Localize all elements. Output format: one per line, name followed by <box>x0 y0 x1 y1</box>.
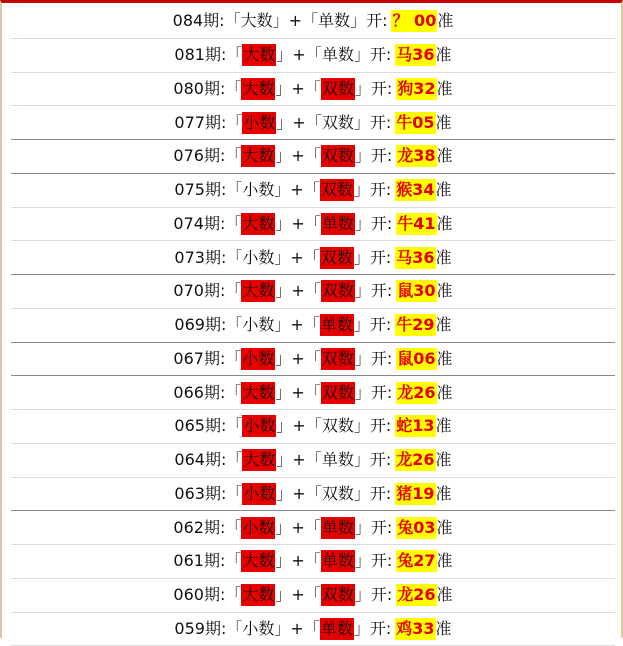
bracket-close: 」 <box>354 179 370 201</box>
result-suffix: 准 <box>437 517 453 539</box>
result-row <box>11 208 615 242</box>
result-value: 马36 <box>395 44 435 66</box>
plus-sign: + <box>291 280 304 302</box>
bracket-open: 「 <box>226 618 242 640</box>
bracket-open: 「 <box>305 584 321 606</box>
result-value: ？ 00 <box>391 10 437 32</box>
period-label: 070期: <box>173 280 225 302</box>
result-row <box>11 410 615 444</box>
results-list <box>11 5 615 646</box>
open-label: 开: <box>370 618 391 640</box>
bracket-close: 」 <box>276 449 292 471</box>
bracket-close: 」 <box>354 44 370 66</box>
size-tag: 大数 <box>241 10 273 32</box>
bracket-close: 」 <box>276 415 292 437</box>
open-label: 开: <box>371 213 392 235</box>
plus-sign: + <box>291 145 304 167</box>
size-tag: 大数 <box>242 44 276 66</box>
period-label: 059期: <box>174 618 226 640</box>
open-label: 开: <box>371 280 392 302</box>
bracket-open: 「 <box>306 44 322 66</box>
size-tag: 小数 <box>242 483 276 505</box>
bracket-open: 「 <box>225 348 241 370</box>
plus-sign: + <box>291 550 304 572</box>
bracket-open: 「 <box>225 78 241 100</box>
plus-sign: + <box>292 449 305 471</box>
result-suffix: 准 <box>436 179 452 201</box>
open-label: 开: <box>370 449 391 471</box>
size-tag: 大数 <box>241 550 275 572</box>
bracket-close: 」 <box>354 483 370 505</box>
bracket-open: 「 <box>305 348 321 370</box>
result-suffix: 准 <box>436 483 452 505</box>
open-label: 开: <box>370 314 391 336</box>
result-value: 牛29 <box>395 314 435 336</box>
result-value: 龙26 <box>396 382 436 404</box>
result-value: 鸡33 <box>395 618 435 640</box>
result-row <box>11 5 615 39</box>
size-tag: 小数 <box>242 618 274 640</box>
bracket-close: 」 <box>355 348 371 370</box>
result-suffix: 准 <box>436 314 452 336</box>
result-suffix: 准 <box>437 584 453 606</box>
bracket-close: 」 <box>354 314 370 336</box>
bracket-close: 」 <box>276 112 292 134</box>
open-label: 开: <box>371 78 392 100</box>
result-row <box>11 39 615 73</box>
period-label: 075期: <box>174 179 226 201</box>
result-suffix: 准 <box>437 10 453 32</box>
bracket-open: 「 <box>226 179 242 201</box>
open-label: 开: <box>370 44 391 66</box>
plus-sign: + <box>292 483 305 505</box>
parity-tag: 单数 <box>320 314 354 336</box>
result-row <box>11 106 615 140</box>
result-row <box>11 241 615 275</box>
bracket-close: 」 <box>275 382 291 404</box>
bracket-open: 「 <box>306 449 322 471</box>
result-row <box>11 545 615 579</box>
period-label: 066期: <box>173 382 225 404</box>
result-value: 狗32 <box>396 78 436 100</box>
bracket-close: 」 <box>274 618 290 640</box>
bracket-close: 」 <box>355 213 371 235</box>
result-suffix: 准 <box>437 550 453 572</box>
period-label: 081期: <box>174 44 226 66</box>
bracket-open: 「 <box>302 10 318 32</box>
bracket-close: 」 <box>275 213 291 235</box>
bracket-open: 「 <box>305 382 321 404</box>
parity-tag: 双数 <box>320 247 354 269</box>
size-tag: 大数 <box>241 213 275 235</box>
size-tag: 小数 <box>242 314 274 336</box>
period-label: 067期: <box>173 348 225 370</box>
bracket-open: 「 <box>306 112 322 134</box>
bracket-close: 」 <box>354 449 370 471</box>
bracket-open: 「 <box>304 247 320 269</box>
size-tag: 小数 <box>241 517 275 539</box>
parity-tag: 双数 <box>321 382 355 404</box>
parity-tag: 双数 <box>322 415 354 437</box>
result-value: 兔27 <box>396 550 436 572</box>
result-suffix: 准 <box>437 145 453 167</box>
plus-sign: + <box>291 213 304 235</box>
size-tag: 小数 <box>242 247 274 269</box>
bracket-open: 「 <box>225 10 241 32</box>
size-tag: 小数 <box>242 415 276 437</box>
bracket-open: 「 <box>304 179 320 201</box>
bracket-close: 」 <box>355 517 371 539</box>
plus-sign: + <box>291 78 304 100</box>
open-label: 开: <box>370 112 391 134</box>
result-row <box>11 444 615 478</box>
open-label: 开: <box>370 483 391 505</box>
open-label: 开: <box>370 179 391 201</box>
bracket-close: 」 <box>355 584 371 606</box>
result-row <box>11 343 615 377</box>
plus-sign: + <box>291 584 304 606</box>
bracket-open: 「 <box>226 247 242 269</box>
bracket-open: 「 <box>225 550 241 572</box>
plus-sign: + <box>292 415 305 437</box>
period-label: 062期: <box>173 517 225 539</box>
result-suffix: 准 <box>437 348 453 370</box>
open-label: 开: <box>371 382 392 404</box>
bracket-close: 」 <box>274 314 290 336</box>
parity-tag: 双数 <box>321 348 355 370</box>
parity-tag: 单数 <box>322 449 354 471</box>
result-value: 鼠30 <box>396 280 436 302</box>
bracket-close: 」 <box>355 280 371 302</box>
bracket-close: 」 <box>276 483 292 505</box>
bracket-open: 「 <box>225 584 241 606</box>
result-value: 龙38 <box>396 145 436 167</box>
bracket-open: 「 <box>306 415 322 437</box>
result-value: 牛41 <box>396 213 436 235</box>
result-value: 猴34 <box>395 179 435 201</box>
result-suffix: 准 <box>436 44 452 66</box>
size-tag: 大数 <box>241 78 275 100</box>
bracket-open: 「 <box>225 280 241 302</box>
bracket-close: 」 <box>350 10 366 32</box>
bracket-close: 」 <box>355 550 371 572</box>
result-row <box>11 309 615 343</box>
result-value: 猪19 <box>395 483 435 505</box>
result-row <box>11 275 615 309</box>
result-value: 牛05 <box>395 112 435 134</box>
size-tag: 大数 <box>241 145 275 167</box>
bracket-close: 」 <box>275 550 291 572</box>
size-tag: 小数 <box>242 179 274 201</box>
result-suffix: 准 <box>437 78 453 100</box>
parity-tag: 双数 <box>320 179 354 201</box>
open-label: 开: <box>370 415 391 437</box>
bracket-close: 」 <box>275 280 291 302</box>
parity-tag: 单数 <box>321 550 355 572</box>
bracket-open: 「 <box>226 483 242 505</box>
result-suffix: 准 <box>436 449 452 471</box>
result-value: 龙26 <box>395 449 435 471</box>
parity-tag: 双数 <box>322 112 354 134</box>
open-label: 开: <box>371 584 392 606</box>
result-row <box>11 613 615 646</box>
bracket-close: 」 <box>275 145 291 167</box>
period-label: 084期: <box>173 10 225 32</box>
open-label: 开: <box>366 10 387 32</box>
bracket-open: 「 <box>304 314 320 336</box>
result-value: 兔03 <box>396 517 436 539</box>
result-value: 鼠06 <box>396 348 436 370</box>
bracket-close: 」 <box>355 78 371 100</box>
result-value: 龙26 <box>396 584 436 606</box>
bracket-open: 「 <box>305 280 321 302</box>
period-label: 064期: <box>174 449 226 471</box>
bracket-open: 「 <box>226 112 242 134</box>
parity-tag: 双数 <box>321 145 355 167</box>
plus-sign: + <box>289 10 302 32</box>
size-tag: 大数 <box>241 280 275 302</box>
period-label: 077期: <box>174 112 226 134</box>
bracket-open: 「 <box>226 314 242 336</box>
result-suffix: 准 <box>436 112 452 134</box>
open-label: 开: <box>371 550 392 572</box>
bracket-open: 「 <box>305 145 321 167</box>
bracket-open: 「 <box>226 415 242 437</box>
result-row <box>11 73 615 107</box>
bracket-open: 「 <box>305 78 321 100</box>
bracket-close: 」 <box>354 618 370 640</box>
bracket-open: 「 <box>225 145 241 167</box>
bracket-close: 」 <box>354 247 370 269</box>
plus-sign: + <box>292 44 305 66</box>
plus-sign: + <box>290 179 303 201</box>
result-row <box>11 579 615 613</box>
result-row <box>11 478 615 512</box>
bracket-close: 」 <box>273 10 289 32</box>
period-label: 074期: <box>173 213 225 235</box>
period-label: 069期: <box>174 314 226 336</box>
period-label: 073期: <box>174 247 226 269</box>
bracket-close: 」 <box>275 348 291 370</box>
bracket-close: 」 <box>275 584 291 606</box>
parity-tag: 单数 <box>320 618 354 640</box>
plus-sign: + <box>291 382 304 404</box>
parity-tag: 单数 <box>318 10 350 32</box>
bracket-close: 」 <box>276 44 292 66</box>
plus-sign: + <box>290 314 303 336</box>
size-tag: 小数 <box>241 348 275 370</box>
bracket-open: 「 <box>225 213 241 235</box>
result-suffix: 准 <box>437 382 453 404</box>
bracket-open: 「 <box>304 618 320 640</box>
plus-sign: + <box>291 517 304 539</box>
bracket-close: 」 <box>355 145 371 167</box>
bracket-open: 「 <box>225 382 241 404</box>
bracket-open: 「 <box>305 213 321 235</box>
open-label: 开: <box>371 517 392 539</box>
parity-tag: 双数 <box>321 78 355 100</box>
plus-sign: + <box>290 247 303 269</box>
bracket-close: 」 <box>275 517 291 539</box>
period-label: 065期: <box>174 415 226 437</box>
bracket-open: 「 <box>226 449 242 471</box>
open-label: 开: <box>371 348 392 370</box>
parity-tag: 单数 <box>322 44 354 66</box>
open-label: 开: <box>371 145 392 167</box>
period-label: 080期: <box>173 78 225 100</box>
bracket-close: 」 <box>275 78 291 100</box>
parity-tag: 双数 <box>322 483 354 505</box>
bracket-close: 」 <box>274 179 290 201</box>
period-label: 061期: <box>173 550 225 572</box>
size-tag: 大数 <box>241 584 275 606</box>
parity-tag: 单数 <box>321 517 355 539</box>
bracket-open: 「 <box>226 44 242 66</box>
bracket-open: 「 <box>305 550 321 572</box>
result-suffix: 准 <box>436 618 452 640</box>
result-suffix: 准 <box>436 415 452 437</box>
size-tag: 小数 <box>242 112 276 134</box>
parity-tag: 单数 <box>321 213 355 235</box>
bracket-close: 」 <box>354 112 370 134</box>
bracket-close: 」 <box>354 415 370 437</box>
result-row <box>11 511 615 545</box>
parity-tag: 双数 <box>321 280 355 302</box>
result-suffix: 准 <box>437 280 453 302</box>
size-tag: 大数 <box>241 382 275 404</box>
bracket-close: 」 <box>274 247 290 269</box>
period-label: 063期: <box>174 483 226 505</box>
bracket-close: 」 <box>355 382 371 404</box>
result-value: 马36 <box>395 247 435 269</box>
result-suffix: 准 <box>436 247 452 269</box>
period-label: 060期: <box>173 584 225 606</box>
period-label: 076期: <box>173 145 225 167</box>
plus-sign: + <box>290 618 303 640</box>
result-row <box>11 376 615 410</box>
result-row <box>11 140 615 174</box>
open-label: 开: <box>370 247 391 269</box>
bracket-open: 「 <box>305 517 321 539</box>
result-value: 蛇13 <box>395 415 435 437</box>
size-tag: 大数 <box>242 449 276 471</box>
bracket-open: 「 <box>225 517 241 539</box>
result-suffix: 准 <box>437 213 453 235</box>
plus-sign: + <box>291 348 304 370</box>
parity-tag: 双数 <box>321 584 355 606</box>
result-row <box>11 174 615 208</box>
plus-sign: + <box>292 112 305 134</box>
bracket-open: 「 <box>306 483 322 505</box>
